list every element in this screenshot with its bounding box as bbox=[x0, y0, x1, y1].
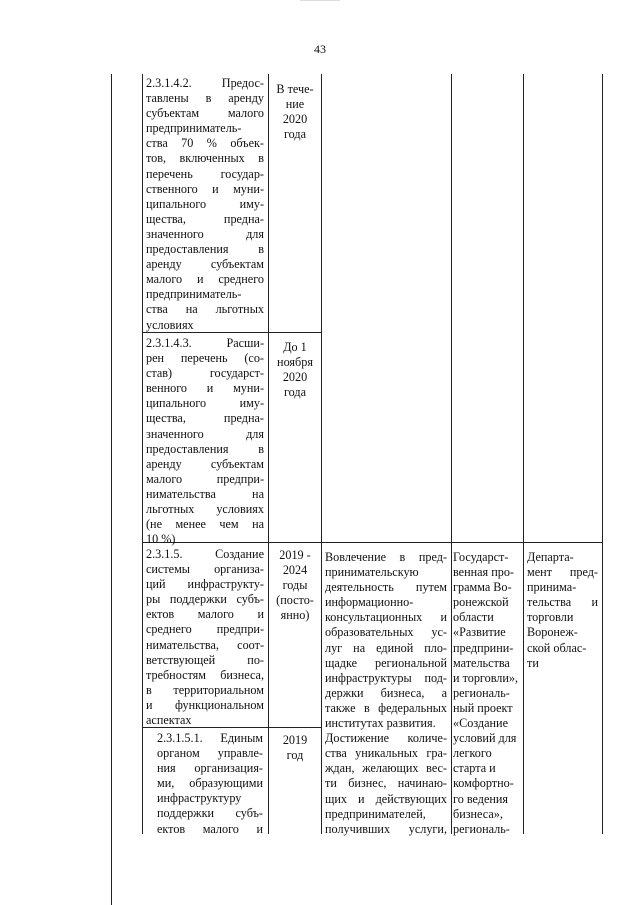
cell-line: и функциональном bbox=[146, 697, 264, 712]
cell-line: ства уникальных гра- bbox=[325, 746, 447, 761]
cell-line: предприниматель- bbox=[146, 287, 242, 302]
cell-line: ектов малого и bbox=[146, 607, 264, 622]
cell-line: и торговли», bbox=[453, 670, 519, 685]
cell-line: образовательных ус- bbox=[325, 625, 447, 640]
measure-cell bbox=[146, 547, 264, 728]
cell-line: «Создание bbox=[453, 716, 508, 731]
cell-line: ской облас- bbox=[527, 640, 587, 655]
cell-line: условиях bbox=[146, 317, 194, 332]
cell-line: информационно- bbox=[325, 595, 414, 610]
table-col-program-right bbox=[523, 74, 524, 834]
cell-line: ципального иму- bbox=[146, 396, 264, 411]
cell-line: предприни- bbox=[453, 640, 514, 655]
cell-line: ждан, желающих вес- bbox=[325, 761, 447, 776]
table-col-measure-right bbox=[268, 74, 269, 834]
term-cell bbox=[270, 548, 320, 623]
cell-line: тавлены в аренду bbox=[146, 91, 264, 106]
cell-line: 2020 bbox=[282, 112, 308, 127]
cell-line: «Развитие bbox=[453, 625, 506, 640]
measure-cell bbox=[157, 731, 263, 837]
cell-line: консультационных и bbox=[325, 610, 447, 625]
cell-line: предприниматель- bbox=[146, 121, 242, 136]
cell-line: Государст- bbox=[453, 550, 509, 564]
cell-line: принима- bbox=[527, 580, 577, 595]
cell-line: щадке региональной bbox=[325, 655, 447, 670]
cell-line: ства 70 % объек- bbox=[146, 136, 264, 151]
table-right-border bbox=[602, 74, 603, 834]
cell-line: грамма Во- bbox=[453, 580, 512, 595]
responsible-cell bbox=[527, 550, 598, 671]
cell-line: (не менее чем на bbox=[146, 517, 264, 532]
cell-line: значенного для bbox=[146, 426, 264, 441]
cell-line: ектов малого и bbox=[157, 821, 263, 836]
cell-line: годы bbox=[282, 578, 308, 593]
cell-line: ветствующей по- bbox=[146, 652, 264, 667]
cell-line: аспектах bbox=[146, 713, 192, 728]
cell-line: торговли bbox=[527, 610, 574, 625]
cell-line: предоставления в bbox=[146, 242, 264, 257]
measure-cell bbox=[146, 336, 264, 547]
cell-line: ный проект bbox=[453, 700, 513, 715]
cell-line: легкого bbox=[453, 746, 492, 761]
cell-line: перечень государ- bbox=[146, 166, 264, 181]
cell-line: держки бизнеса, а bbox=[325, 685, 447, 700]
cell-line: субъектам малого bbox=[146, 106, 264, 121]
cell-line: мательства bbox=[453, 655, 510, 670]
cell-line: предпринимателей, bbox=[325, 806, 426, 821]
term-cell bbox=[270, 733, 320, 763]
table-left-border bbox=[111, 74, 112, 905]
table-col-term-right bbox=[321, 74, 322, 834]
cell-line: бизнеса», bbox=[453, 806, 503, 821]
result-cell bbox=[325, 550, 447, 837]
cell-line: года bbox=[283, 127, 307, 142]
cell-line: Вовлечение в пред- bbox=[325, 550, 447, 564]
cell-line: нимательства, соот- bbox=[146, 637, 264, 652]
table-col-result-right bbox=[451, 74, 452, 834]
cell-line: года bbox=[283, 385, 307, 400]
cell-line: малого и среднего bbox=[146, 272, 264, 287]
cell-line: аренду субъектам bbox=[146, 257, 264, 272]
cell-line: ния организация- bbox=[157, 761, 263, 776]
cell-line: венного и муни- bbox=[146, 381, 264, 396]
cell-line: региональ- bbox=[453, 685, 510, 700]
cell-line: щества, предна- bbox=[146, 211, 264, 226]
cell-line: комфортно- bbox=[453, 776, 514, 791]
cell-line: В тече- bbox=[276, 82, 314, 96]
cell-line: ры поддержки субъ- bbox=[146, 592, 264, 607]
term-cell bbox=[270, 340, 320, 400]
cell-line: 10 %) bbox=[146, 532, 176, 547]
cell-line: Департа- bbox=[527, 550, 574, 564]
cell-line: щества, предна- bbox=[146, 411, 264, 426]
cell-line: До 1 bbox=[283, 340, 307, 354]
cell-line: институтах развития. bbox=[325, 716, 436, 731]
cell-line: ципального иму- bbox=[146, 196, 264, 211]
page-number: 43 bbox=[314, 42, 326, 56]
cell-line: рен перечень (со- bbox=[146, 351, 264, 366]
cell-line: 2024 bbox=[282, 563, 308, 578]
cell-line: 2.3.1.4.2. Предос- bbox=[146, 76, 264, 90]
cell-line: требностям бизнеса, bbox=[146, 667, 264, 682]
cell-line: мент пред- bbox=[527, 565, 598, 580]
cell-line: 2020 bbox=[282, 370, 308, 385]
cell-line: региональ- bbox=[453, 821, 510, 836]
cell-line: ти bbox=[527, 655, 539, 670]
cell-line: аренду субъектам bbox=[146, 456, 264, 471]
cell-line: условий для bbox=[453, 731, 517, 746]
cell-line: 2.3.1.4.3. Расши- bbox=[146, 336, 264, 350]
term-cell bbox=[270, 82, 320, 142]
cell-line: ций инфраструкту- bbox=[146, 577, 264, 592]
cell-line: луг на единой пло- bbox=[325, 640, 447, 655]
cell-line: 2019 - bbox=[279, 548, 311, 562]
cell-line: щих и действующих bbox=[325, 791, 447, 806]
cell-line: ства на льготных bbox=[146, 302, 264, 317]
measure-cell bbox=[146, 76, 264, 333]
cell-line: также в федеральных bbox=[325, 700, 447, 715]
program-cell bbox=[453, 550, 522, 837]
cell-line: го ведения bbox=[453, 791, 509, 806]
cell-line: старта и bbox=[453, 761, 496, 776]
cell-line: тельства и bbox=[527, 595, 598, 610]
table-col-measure-left bbox=[142, 74, 143, 834]
cell-line: получивших услуги, bbox=[325, 821, 447, 836]
cell-line: инфраструктуры под- bbox=[325, 670, 447, 685]
cell-line: янно) bbox=[280, 608, 310, 623]
cell-line: 2019 bbox=[282, 733, 308, 747]
cell-line: тов, включенных в bbox=[146, 151, 264, 166]
cell-line: в территориальном bbox=[146, 682, 264, 697]
cell-line: поддержки субъ- bbox=[157, 806, 263, 821]
cell-line: органом управле- bbox=[157, 746, 263, 761]
cell-line: инфраструктуру bbox=[157, 791, 242, 806]
cell-line: области bbox=[453, 610, 494, 625]
cell-line: год bbox=[286, 748, 304, 763]
cell-line: 2.3.1.5.1. Единым bbox=[157, 731, 263, 745]
cell-line: ронежской bbox=[453, 595, 509, 610]
cell-line: ственного и муни- bbox=[146, 181, 264, 196]
cell-line: Воронеж- bbox=[527, 625, 578, 640]
cell-line: среднего предпри- bbox=[146, 622, 264, 637]
cell-line: системы организа- bbox=[146, 562, 264, 577]
cell-line: нимательства на bbox=[146, 486, 264, 501]
cell-line: ти бизнес, начинаю- bbox=[325, 776, 447, 791]
cell-line: (посто- bbox=[276, 593, 314, 608]
cell-line: ние bbox=[285, 97, 305, 112]
cell-line: предоставления в bbox=[146, 441, 264, 456]
cell-line: ми, образующими bbox=[157, 776, 263, 791]
cell-line: 2.3.1.5. Создание bbox=[146, 547, 264, 561]
cell-line: значенного для bbox=[146, 226, 264, 241]
cell-line: льготных условиях bbox=[146, 502, 264, 517]
cell-line: принимательскую bbox=[325, 565, 419, 580]
cell-line: деятельность путем bbox=[325, 580, 447, 595]
cell-line: став) государст- bbox=[146, 366, 264, 381]
scan-artifact bbox=[300, 0, 340, 7]
cell-line: ноября bbox=[277, 355, 313, 370]
cell-line: малого предпри- bbox=[146, 471, 264, 486]
cell-line: венная про- bbox=[453, 565, 514, 580]
cell-line: Достижение количе- bbox=[325, 731, 447, 746]
